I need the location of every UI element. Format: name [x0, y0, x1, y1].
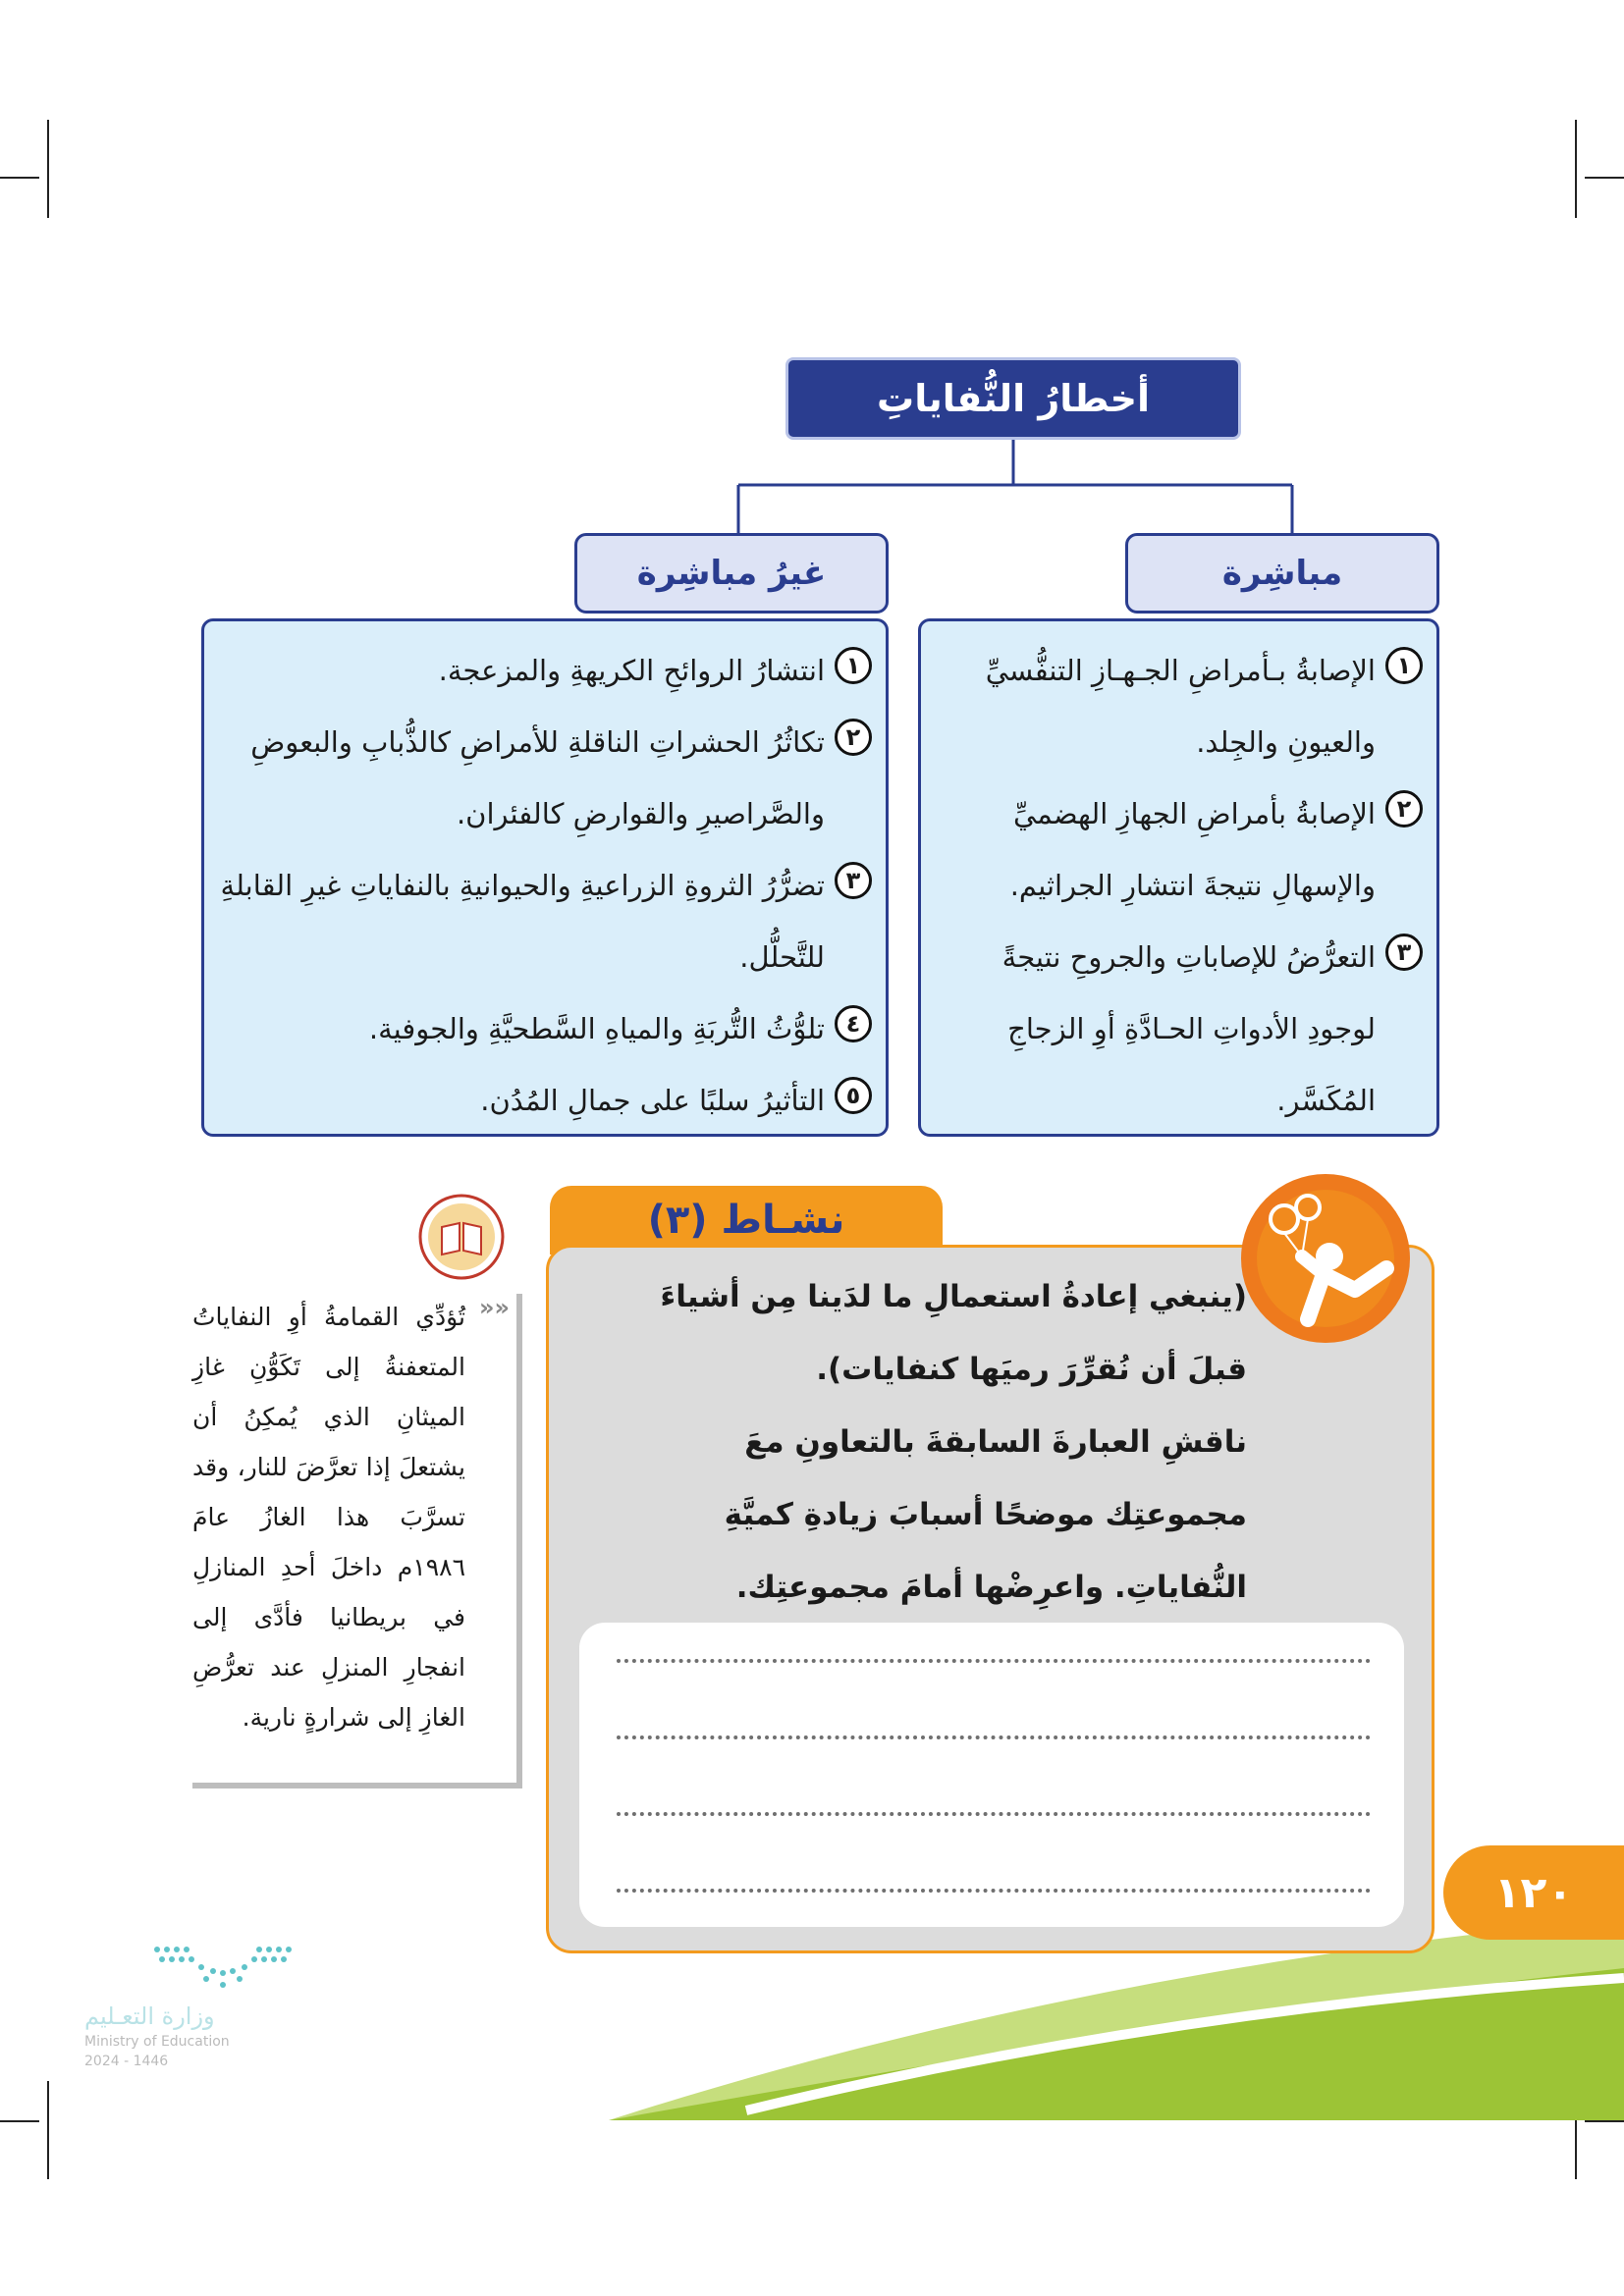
direct-effects-list — [918, 618, 1439, 1137]
list-item — [218, 993, 872, 1065]
activity-quote: (ينبغي إعادةُ استعمالِ ما لدَينا مِن أشياءَ قبلَ أن نُقرِّرَ رميَها كنفايات). — [660, 1279, 1247, 1387]
item-text: تضرُّرُ الثروةِ الزراعيةِ والحيوانيةِ بالنفاياتِ غيرِ القابلةِ للتَّحلُّل. — [220, 869, 825, 974]
item-number: ٢ — [1385, 790, 1423, 828]
category-indirect: غيرُ مباشِرة — [574, 533, 889, 614]
indirect-effects-list — [201, 618, 889, 1137]
answer-line[interactable] — [617, 1812, 1371, 1816]
ministry-name-english: Ministry of Education — [84, 2034, 230, 2050]
side-note-marker: »» — [479, 1294, 511, 1321]
answer-line[interactable] — [617, 1735, 1371, 1739]
activity-icon — [1239, 1172, 1412, 1345]
item-number: ٥ — [835, 1077, 872, 1114]
item-number: ١ — [835, 647, 872, 684]
list-item — [218, 635, 872, 707]
ministry-name-arabic: وزارة التعـليم — [84, 2002, 215, 2030]
activity-instruction: ناقشِ العبارةَ السابقةَ بالتعاونِ معَ مجموعتِك موضحًا أسبابَ زيادةِ كميَّةِ النُّفاياتِ. واعرِضْها أمامَ مجموعتِك. — [724, 1424, 1247, 1605]
item-text: الإصابةُ بأمراضِ الجهازِ الهضميِّ والإسهالِ نتيجةَ انتشارِ الجراثيم. — [1009, 797, 1376, 902]
book-icon — [416, 1192, 507, 1282]
list-item — [218, 850, 872, 993]
item-number: ٤ — [835, 1005, 872, 1042]
list-item — [218, 707, 872, 850]
list-item — [935, 635, 1423, 778]
answer-line[interactable] — [617, 1889, 1371, 1893]
ministry-logo-icon — [147, 1940, 298, 1995]
list-item — [218, 1065, 872, 1137]
item-text: تكاثُرُ الحشراتِ الناقلةِ للأمراضِ كالذُّبابِ والبعوضِ والصَّراصيرِ والقوارضِ كالفئران. — [250, 725, 825, 830]
answer-area[interactable] — [579, 1623, 1404, 1927]
item-text: التأثيرُ سلبًا على جمالِ المُدُن. — [480, 1084, 825, 1117]
diagram-title: أخطارُ النُّفاياتِ — [785, 357, 1241, 440]
item-text: التعرُّضُ للإصاباتِ والجروحِ نتيجةً لوجودِ الأدواتِ الحـادَّةِ أوِ الزجاجِ المُكَسَّر. — [1001, 940, 1376, 1117]
item-number: ٢ — [835, 719, 872, 756]
item-number: ١ — [1385, 647, 1423, 684]
side-note-text: تُؤدِّي القمامةُ أوِ النفاياتُ المتعفنةُ إلى تَكَوُّنِ غازِ الميثانِ الذي يُمكِنُ أن يشتعلَ إذا تعرَّضَ للنار، وقد تسرَّبَ هذا الغازُ عامَ ١٩٨٦م داخلَ أحدِ المنازلِ في بريطانيا فأدَّى إلى انفجارِ المنزلِ عند تعرُّضِ الغازِ إلى شرارةٍ نارية. — [192, 1303, 465, 1732]
item-number: ٣ — [1385, 934, 1423, 971]
item-text: الإصابةُ بـأمراضِ الجـهـازِ التنفُّسيِّ والعيونِ والجِلد. — [985, 654, 1376, 759]
activity-text — [609, 1260, 1247, 1624]
item-text: تلوُّثُ التُّربَةِ والمياهِ السَّطحيَّةِ والجوفية. — [368, 1012, 825, 1045]
answer-line[interactable] — [617, 1659, 1371, 1663]
list-item — [935, 778, 1423, 922]
item-text: انتشارُ الروائحِ الكريهةِ والمزعجة. — [438, 654, 825, 687]
ministry-year: 2024 - 1446 — [84, 2054, 169, 2069]
list-item — [935, 922, 1423, 1137]
page-number: ١٢٠ — [1443, 1845, 1624, 1940]
activity-title: نشـاط (٣) — [550, 1186, 943, 1255]
category-direct: مباشِرة — [1125, 533, 1439, 614]
item-number: ٣ — [835, 862, 872, 899]
